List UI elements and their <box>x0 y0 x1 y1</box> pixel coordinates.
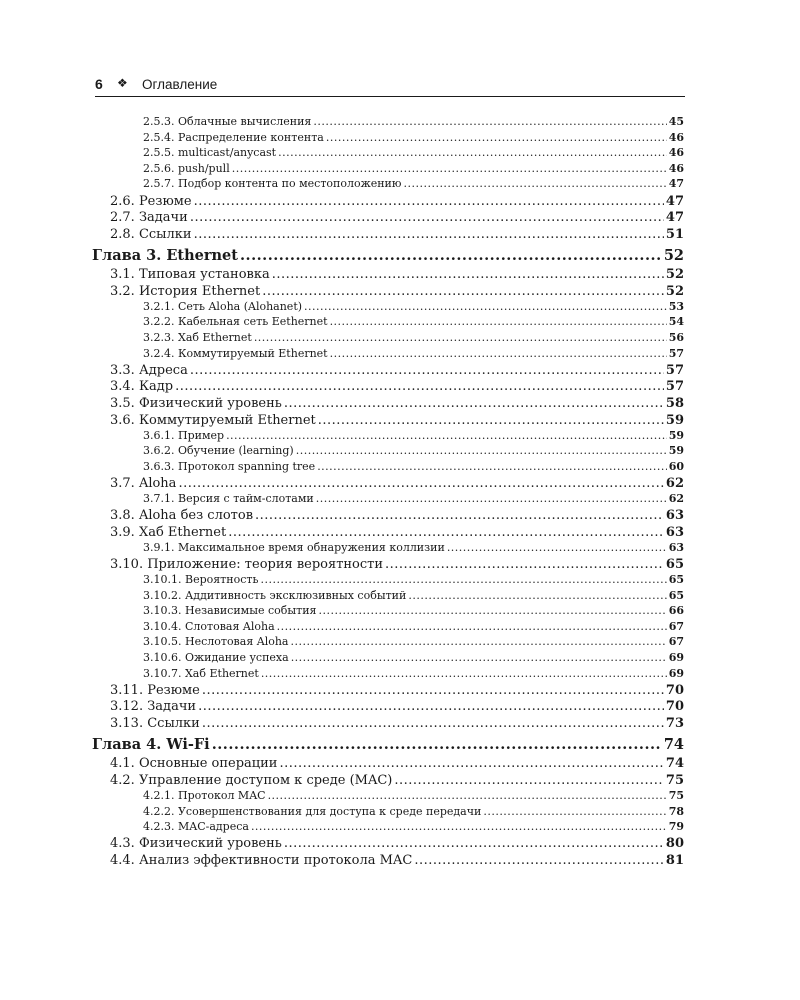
toc-entry[interactable] <box>110 476 684 491</box>
toc-page-number: 47 <box>665 193 684 209</box>
toc-entry-title: 2.5.4. Распределение контента <box>143 130 324 144</box>
toc-chapter-entry[interactable] <box>92 247 684 264</box>
running-header <box>95 76 685 97</box>
toc-entry-title: 2.5.6. push/pull <box>143 161 230 175</box>
toc-page-number: 62 <box>665 475 684 491</box>
toc-leader-dots <box>232 162 667 175</box>
toc-entry-title: 2.8. Ссылки <box>110 226 192 242</box>
toc-entry-title: 3.7.1. Версия с тайм-слотами <box>143 492 314 505</box>
toc-leader-dots <box>483 805 666 818</box>
toc-page-number: 45 <box>668 115 684 128</box>
toc-entry[interactable] <box>143 460 684 473</box>
toc-page-number: 52 <box>665 267 684 283</box>
toc-entry[interactable] <box>143 805 684 818</box>
toc-entry-title: 2.6. Резюме <box>110 193 192 209</box>
toc-page-number: 47 <box>668 177 684 191</box>
toc-leader-dots <box>317 460 667 473</box>
toc-page-number: 52 <box>665 283 684 299</box>
toc-leader-dots <box>226 429 667 442</box>
toc-entry-title: 4.4. Анализ эффективности протокола MAC <box>110 852 413 868</box>
toc-page-number: 51 <box>665 226 684 242</box>
toc-page-number: 80 <box>665 836 684 852</box>
toc-entry-title: 2.7. Задачи <box>110 210 188 226</box>
toc-chapter-entry[interactable] <box>92 736 684 753</box>
toc-leader-dots <box>278 146 667 159</box>
toc-entry[interactable] <box>110 716 684 731</box>
toc-leader-dots <box>251 820 667 833</box>
toc-entry-title: 4.2. Управление доступом к среде (MAC) <box>110 772 393 788</box>
toc-entry-title: 3.1. Типовая установка <box>110 267 270 283</box>
toc-entry-title: 4.2.2. Усовершенствования для доступа к среде передачи <box>143 804 482 818</box>
toc-entry-title: 3.6.1. Пример <box>143 428 225 442</box>
toc-leader-dots <box>175 379 664 394</box>
toc-entry-title: 3.8. Aloha без слотов <box>110 508 254 524</box>
toc-entry[interactable] <box>143 162 684 175</box>
toc-entry[interactable] <box>143 331 684 344</box>
toc-entry[interactable] <box>143 589 684 602</box>
toc-leader-dots <box>408 589 666 602</box>
toc-leader-dots <box>296 444 667 457</box>
toc-entry[interactable] <box>110 379 684 394</box>
toc-entry[interactable] <box>143 541 684 554</box>
toc-page-number: 67 <box>668 635 684 649</box>
toc-entry-title: 3.2.4. Коммутируемый Ethernet <box>143 346 328 360</box>
toc-entry-title: 3.7. Aloha <box>110 475 177 491</box>
toc-leader-dots <box>277 620 667 633</box>
toc-entry[interactable] <box>110 525 684 540</box>
header-title: Оглавление <box>142 77 218 92</box>
toc-leader-dots <box>202 683 664 698</box>
page-number: 6 <box>95 76 103 92</box>
toc-leader-dots <box>316 492 667 505</box>
toc-page-number: 53 <box>668 299 684 313</box>
toc-leader-dots <box>313 115 666 128</box>
toc-entry[interactable] <box>110 557 684 572</box>
toc-page-number: 74 <box>665 756 684 772</box>
toc-page-number: 73 <box>665 715 684 731</box>
toc-leader-dots <box>279 756 663 771</box>
toc-page-number: 59 <box>668 428 684 442</box>
toc-leader-dots <box>330 347 667 360</box>
toc-entry[interactable] <box>143 667 684 680</box>
toc-entry[interactable] <box>110 194 684 209</box>
toc-page-number: 62 <box>668 492 684 505</box>
toc-leader-dots <box>190 363 664 378</box>
toc-leader-dots <box>326 131 667 144</box>
toc-page-number: 67 <box>668 619 684 633</box>
toc-entry[interactable] <box>110 413 684 428</box>
toc-entry-title: 3.13. Ссылки <box>110 715 200 731</box>
toc-entry-title: 3.2.3. Хаб Ethernet <box>143 331 252 344</box>
toc-leader-dots <box>262 284 664 299</box>
toc-page-number: 47 <box>665 210 684 226</box>
toc-entry[interactable] <box>143 347 684 360</box>
toc-entry[interactable] <box>143 300 684 313</box>
toc-leader-dots <box>260 573 666 586</box>
toc-leader-dots <box>385 557 664 572</box>
toc-leader-dots <box>403 177 666 190</box>
toc-entry[interactable] <box>110 836 684 851</box>
toc-entry-title: 3.10.6. Ожидание успеха <box>143 651 289 664</box>
toc-entry-title: 3.2.1. Сеть Aloha (Alohanet) <box>143 299 303 313</box>
toc-entry-title: 3.11. Резюме <box>110 682 200 698</box>
toc-page-number: 75 <box>668 789 684 802</box>
toc-entry[interactable] <box>143 620 684 633</box>
toc-leader-dots <box>284 836 664 851</box>
toc-page-number: 78 <box>668 804 684 818</box>
toc-entry[interactable] <box>143 651 684 664</box>
toc-leader-dots <box>268 789 667 802</box>
toc-entry-title: 4.2.1. Протокол MAC <box>143 789 266 802</box>
toc-entry-title: Глава 3. Ethernet <box>92 246 238 264</box>
toc-entry[interactable] <box>110 363 684 378</box>
toc-entry-title: 3.3. Адреса <box>110 362 188 378</box>
toc-entry[interactable] <box>143 492 684 505</box>
toc-leader-dots <box>330 315 667 328</box>
toc-entry[interactable] <box>143 820 684 833</box>
toc-page-number: 65 <box>668 588 684 602</box>
toc-entry[interactable] <box>110 227 684 242</box>
toc-entry-title: Глава 4. Wi-Fi <box>92 736 210 754</box>
toc-page-number: 54 <box>668 315 684 329</box>
toc-leader-dots <box>240 247 662 264</box>
toc-entry-title: 3.6.3. Протокол spanning tree <box>143 459 316 473</box>
toc-entry[interactable] <box>110 853 684 868</box>
toc-leader-dots <box>190 210 664 225</box>
toc-leader-dots <box>319 604 667 617</box>
toc-entry-title: 3.6.2. Обучение (learning) <box>143 444 294 458</box>
toc-page-number: 60 <box>668 459 684 473</box>
toc-entry[interactable] <box>143 131 684 144</box>
toc-entry-title: 4.2.3. MAC-адреса <box>143 820 249 834</box>
toc-entry-title: 2.5.7. Подбор контента по местоположению <box>143 177 402 191</box>
toc-page-number: 46 <box>668 146 684 160</box>
toc-page-number: 46 <box>668 161 684 175</box>
toc-entry[interactable] <box>143 573 684 586</box>
toc-entry-title: 3.10.7. Хаб Ethernet <box>143 666 259 680</box>
toc-entry[interactable] <box>110 210 684 225</box>
toc-entry[interactable] <box>110 284 684 299</box>
toc-entry-title: 3.6. Коммутируемый Ethernet <box>110 412 316 428</box>
toc-page-number: 69 <box>668 651 684 664</box>
toc-page-number: 65 <box>668 573 684 586</box>
toc-entry-title: 3.12. Задачи <box>110 699 197 715</box>
toc-leader-dots <box>272 267 664 282</box>
toc-leader-dots <box>290 635 666 648</box>
toc-entry[interactable] <box>143 635 684 648</box>
toc-entry[interactable] <box>110 683 684 698</box>
toc-page-number: 58 <box>665 395 684 411</box>
toc-entry[interactable] <box>110 267 684 282</box>
toc-page-number: 63 <box>668 540 684 554</box>
toc-page-number: 59 <box>668 444 684 458</box>
toc-page-number: 79 <box>668 820 684 834</box>
toc-page-number: 63 <box>665 524 684 540</box>
toc-entry[interactable] <box>110 699 684 714</box>
toc-leader-dots <box>194 194 664 209</box>
toc-page-number: 63 <box>665 508 684 524</box>
toc-page-number: 70 <box>665 699 684 715</box>
toc-leader-dots <box>255 508 664 523</box>
toc-entry[interactable] <box>143 444 684 457</box>
toc-leader-dots <box>261 667 667 680</box>
toc-entry-title: 3.10.3. Независимые события <box>143 604 317 618</box>
toc-entry-title: 3.10.4. Слотовая Aloha <box>143 619 275 633</box>
toc-page-number: 57 <box>665 362 684 378</box>
toc-entry[interactable] <box>143 604 684 617</box>
toc-leader-dots <box>394 773 664 788</box>
toc-entry[interactable] <box>110 756 684 771</box>
toc-leader-dots <box>447 541 667 554</box>
toc-entry[interactable] <box>143 789 684 802</box>
toc-page-number: 65 <box>665 556 684 572</box>
toc-page-number: 69 <box>668 666 684 680</box>
toc-leader-dots <box>304 300 667 313</box>
toc-leader-dots <box>254 331 667 344</box>
toc-page-number: 56 <box>668 331 684 344</box>
toc-entry[interactable] <box>143 146 684 159</box>
toc-leader-dots <box>178 476 663 491</box>
toc-entry-title: 3.9.1. Максимальное время обнаружения коллизии <box>143 540 445 554</box>
toc-leader-dots <box>212 736 662 753</box>
toc-entry-title: 2.5.3. Облачные вычисления <box>143 115 312 128</box>
toc-page-number: 57 <box>665 379 684 395</box>
toc-leader-dots <box>291 651 667 664</box>
toc-entry-title: 3.9. Хаб Ethernet <box>110 524 227 540</box>
toc-entry-title: 3.10. Приложение: теория вероятности <box>110 556 384 572</box>
toc-page-number: 66 <box>668 604 684 618</box>
toc-leader-dots <box>318 413 664 428</box>
toc-leader-dots <box>198 699 664 714</box>
toc-entry[interactable] <box>110 508 684 523</box>
toc-page-number: 52 <box>663 246 684 264</box>
toc-leader-dots <box>414 853 664 868</box>
toc-page-number: 70 <box>665 682 684 698</box>
toc-entry-title: 3.4. Кадр <box>110 379 174 395</box>
toc-entry-title: 2.5.5. multicast/anycast <box>143 146 277 160</box>
toc-entry[interactable] <box>143 315 684 328</box>
toc-entry[interactable] <box>143 115 684 128</box>
toc-leader-dots <box>228 525 664 540</box>
toc-entry-title: 4.3. Физический уровень <box>110 836 282 852</box>
toc-page-number: 81 <box>665 852 684 868</box>
toc-leader-dots <box>202 716 664 731</box>
toc-page-number: 59 <box>665 412 684 428</box>
toc-entry-title: 3.10.1. Вероятность <box>143 573 259 586</box>
toc-page-number: 57 <box>668 346 684 360</box>
toc-entry-title: 3.2. История Ethernet <box>110 283 261 299</box>
toc-entry[interactable] <box>143 429 684 442</box>
toc-page-number: 75 <box>665 772 684 788</box>
toc-entry[interactable] <box>143 177 684 190</box>
ornament-icon: ❖ <box>117 76 128 90</box>
toc-entry-title: 3.2.2. Кабельная сеть Eethernet <box>143 315 328 329</box>
toc-page-number: 74 <box>663 736 684 754</box>
toc-leader-dots <box>194 227 664 242</box>
toc-entry-title: 3.10.5. Неслотовая Aloha <box>143 635 289 649</box>
toc-entry-title: 3.5. Физический уровень <box>110 395 282 411</box>
toc-entry-title: 3.10.2. Аддитивность эксклюзивных событий <box>143 588 407 602</box>
toc-page-number: 46 <box>668 130 684 144</box>
toc-entry-title: 4.1. Основные операции <box>110 756 278 772</box>
toc-leader-dots <box>284 396 664 411</box>
toc-entry[interactable] <box>110 396 684 411</box>
toc-entry[interactable] <box>110 773 684 788</box>
